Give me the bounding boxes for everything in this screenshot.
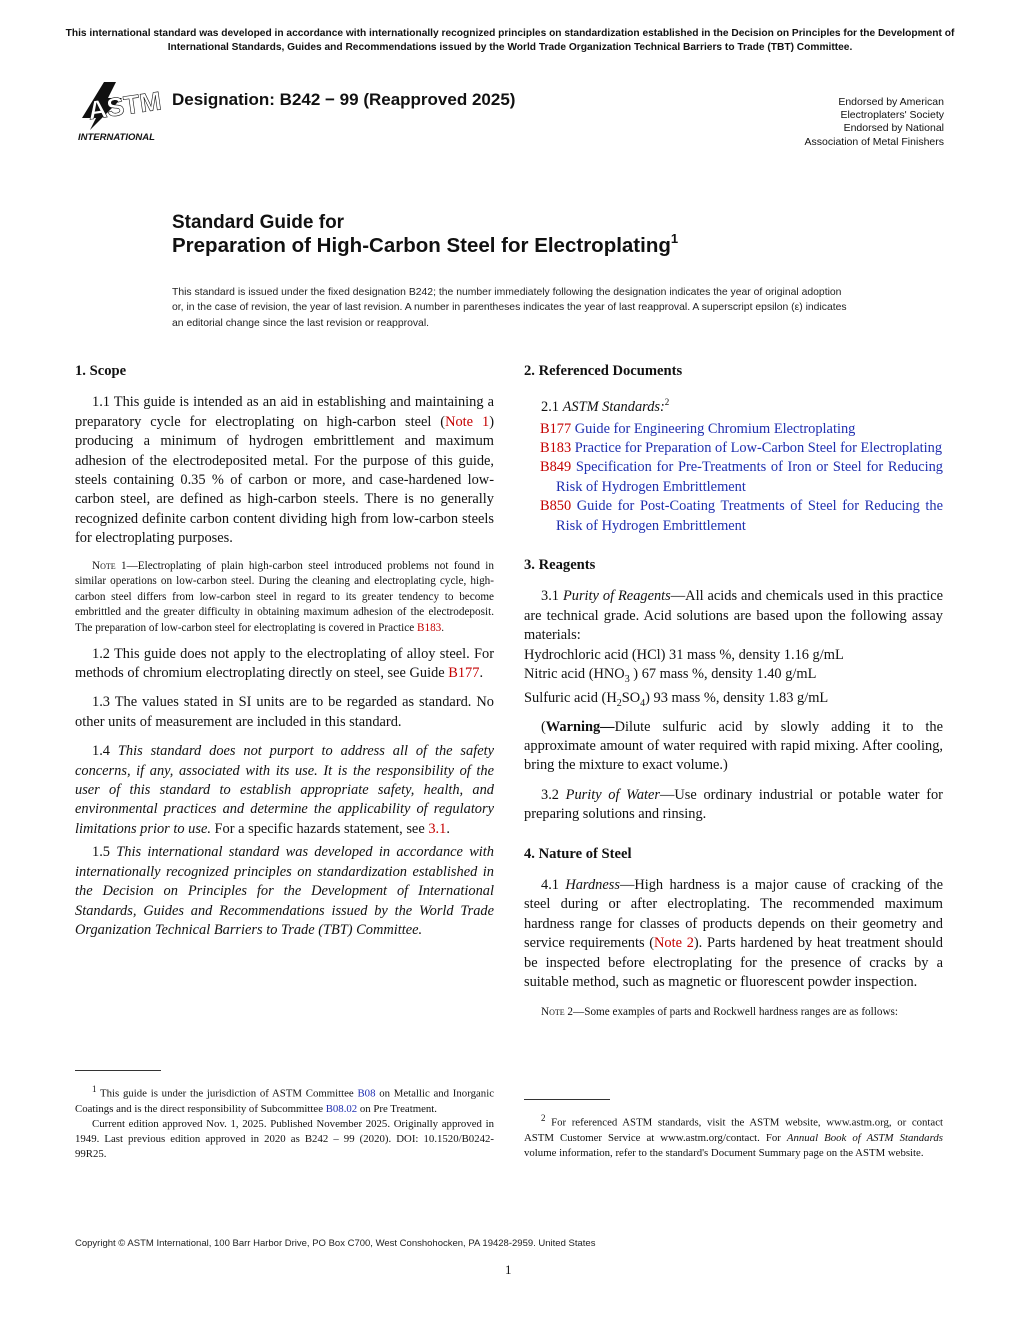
reference-item[interactable] — [524, 458, 943, 497]
top-notice: This international standard was developed in accordance with internationally recognized principles on standardization established in the Decision on Principles for the Development of International Standards, Guides and Recommendations issued by the World Trade Organization Technical Barriers to Trade (TBT) Committee. — [65, 28, 955, 53]
footnote-1 — [75, 1082, 494, 1163]
footnote-1-edition: Current edition approved Nov. 1, 2025. Published November 2025. Originally approved in 1949. Last previous edition approved in 2020 as B242 – 99 (2020). DOI: 10.1520/B0242-99R25. — [75, 1118, 494, 1161]
reference-code[interactable]: B850 — [540, 498, 572, 515]
text: 1.2 This guide does not apply to the electroplating of alloy steel. For methods of chromium electroplating directly on steel, see Guide — [75, 645, 494, 682]
copyright: Copyright © ASTM International, 100 Barr Harbor Drive, PO Box C700, West Conshohocken, PA 19428-2959. United States — [75, 1238, 596, 1249]
note-2-link[interactable]: Note 2 — [654, 935, 694, 952]
reference-title[interactable]: Guide for Post-Coating Treatments of Steel for Reducing the Risk of Hydrogen Embrittlement — [556, 498, 943, 534]
reference-title[interactable]: Guide for Engineering Chromium Electroplating — [571, 420, 856, 437]
text: . — [441, 622, 445, 635]
logo-text: ASTM — [86, 85, 162, 126]
text: This standard does not purport to address all of the safety concerns, if any, associated with its use. It is the responsibility of the user of this standard to establish appropriate safety, health, and environmental practices and determine the applicability of regulatory limitations prior to use. — [75, 743, 494, 837]
text: Nitric acid (HNO — [524, 666, 625, 683]
footnote-2-text — [524, 1111, 943, 1161]
acid-item — [524, 665, 943, 689]
text: Dilute sulfuric acid by slowly adding it to the approximate amount of water required with rapid mixing. After cooling, bring the mixture to exact volume.) — [524, 718, 943, 774]
reagents-3-1 — [524, 587, 943, 645]
note-1 — [75, 559, 494, 637]
text: For a specific hazards statement, see — [210, 820, 429, 837]
footnote-rule — [524, 1099, 610, 1100]
reference-code[interactable]: B183 — [540, 440, 572, 457]
text: . — [446, 820, 450, 837]
text: ) producing a minimum of hydrogen embrittlement and maximum adhesion of the electrodeposited metal. For the purpose of this guide, steels containing 0.35 % of carbon or more, and case-hardened low-carbon steel, are defined as high-carbon steels. There is no generally recognized definite carbon content dividing high from low-carbon steels for electroplating purposes. — [75, 413, 494, 547]
text: 1.1 This guide is intended as an aid in establishing and maintaining a preparatory cycle for electroplating on high-carbon steel ( — [75, 394, 494, 430]
scope-1-4 — [75, 742, 494, 839]
text: ) 67 mass %, density 1.40 g/mL — [629, 666, 817, 683]
text: . — [479, 665, 484, 682]
reagents-3-2 — [524, 786, 943, 825]
committee-link[interactable]: B08 — [357, 1087, 376, 1100]
endorsement-line: Association of Metal Finishers — [804, 135, 944, 148]
warning — [524, 718, 943, 776]
text: —High hardness is a major cause of cracking of the steel during or after electroplating. The recommended maximum hardness range for classes of products depends on their geometry and service requirements ( — [524, 877, 943, 952]
b177-link[interactable]: B177 — [448, 665, 480, 682]
reference-title[interactable]: Practice for Preparation of Low-Carbon Steel for Electroplating — [571, 440, 943, 457]
reference-item[interactable] — [524, 497, 943, 536]
text: 3 — [624, 673, 630, 685]
text: Annual Book of ASTM Standards — [786, 1131, 943, 1144]
reference-title[interactable]: Specification for Pre-Treatments of Iron or Steel for Reducing Risk of Hydrogen Embrittlement — [556, 459, 943, 495]
left-column — [75, 362, 494, 944]
text: SO — [621, 690, 641, 707]
text: on Pre Treatment. — [357, 1102, 437, 1115]
text: 3.2 — [541, 786, 566, 803]
b183-link[interactable]: B183 — [417, 622, 442, 635]
text: 4.1 — [541, 877, 566, 894]
text: 2 — [616, 698, 622, 710]
text: —Electroplating of plain high-carbon steel introduced problems not found in similar operations on low-carbon steel. During the cleaning and electroplating cycle, high-carbon steel differs from low-carbon steel in regard to its greater tendency to become embrittled and the greater difficulty in obtaining maximum adhesion of the electrodeposit. The preparation of low-carbon steel for electroplating is covered in Practice — [75, 559, 494, 635]
text: 3.1 — [541, 588, 563, 605]
endorsement-line: Endorsed by American — [838, 96, 944, 108]
acid-item — [524, 689, 943, 713]
footnote-mark: 2 — [664, 397, 670, 408]
note-2 — [524, 1005, 943, 1021]
text: on Metallic and Inorganic Coatings and is the direct responsibility of Subcommittee — [75, 1087, 494, 1115]
title-text: Preparation of High-Carbon Steel for Electroplating — [172, 234, 671, 257]
endorsement-line: Endorsed by National — [843, 122, 944, 135]
title-line-1: Standard Guide for — [172, 212, 345, 233]
scope-1-5 — [75, 843, 494, 940]
section-3-1-link[interactable]: 3.1 — [428, 820, 447, 837]
subcommittee-link[interactable]: B08.02 — [325, 1102, 358, 1115]
scope-heading: 1. Scope — [75, 363, 127, 379]
astm-standards-intro — [524, 393, 943, 417]
reference-code[interactable]: B177 — [540, 420, 572, 437]
logo-subtext: INTERNATIONAL — [78, 132, 155, 143]
designation: Designation: B242 − 99 (Reapproved 2025) — [172, 90, 516, 109]
text: ). Parts hardened by heat treatment should be inspected before electroplating for the presence of cracks by a suitable method, such as magnetic or fluorescent powder inspection. — [524, 935, 943, 991]
note-label: Note 1 — [92, 559, 127, 572]
text: For referenced ASTM standards, visit the ASTM website, www.astm.org, or contact ASTM Customer Service at www.astm.org/contact. For — [524, 1116, 943, 1144]
nature-4-1 — [524, 876, 943, 992]
footnote-2 — [524, 1111, 943, 1161]
preamble: This standard is issued under the fixed designation B242; the number immediately following the designation indicates the year of original adoption or, in the case of revision, the year of last revision. A number in parentheses indicates the year of last reapproval. A superscript epsilon (ε) indicates an editorial change since the last revision or reapproval. — [172, 287, 847, 329]
acid-list — [524, 646, 943, 714]
reference-item[interactable] — [524, 420, 943, 439]
nature-heading: 4. Nature of Steel — [524, 845, 632, 862]
title-footnote-mark: 1 — [670, 231, 679, 246]
text: ) 93 mass %, density 1.83 g/mL — [645, 690, 829, 707]
text: —Some examples of parts and Rockwell hardness ranges are as follows: — [573, 1005, 899, 1018]
astm-logo — [74, 78, 162, 144]
footnote-mark: 1 — [92, 1084, 97, 1094]
astm-logo-icon — [74, 78, 162, 144]
reference-code[interactable]: B849 — [540, 459, 572, 476]
page-number: 1 — [505, 1262, 512, 1277]
text: Hardness — [565, 877, 620, 894]
scope-1-2 — [75, 645, 494, 684]
note-1-link[interactable]: Note 1 — [445, 413, 490, 430]
warning-label: Warning— — [545, 718, 615, 735]
text: Purity of Water — [565, 786, 661, 803]
endorsement-line: Electroplaters' Society — [840, 109, 944, 122]
text: —Use ordinary industrial or potable water for preparing solutions and rinsing. — [524, 786, 943, 823]
text: Purity of Reagents — [562, 588, 671, 605]
endorsements — [805, 96, 944, 149]
acid-item: Hydrochloric acid (HCl) 31 mass %, density 1.16 g/mL — [524, 646, 844, 663]
text: This international standard was developed in accordance with internationally recognized principles on standardization established in the Decision on Principles for the Development of International Standards, Guides and Recommendations issued by the World Trade Organization Technical Barriers to Trade (TBT) Committee. — [75, 844, 494, 938]
text: —All acids and chemicals used in this practice are technical grade. Acid solutions are based upon the following assay materials: — [524, 588, 944, 644]
text: 1.4 — [92, 743, 118, 760]
referenced-heading: 2. Referenced Documents — [524, 363, 683, 379]
footnote-mark: 2 — [541, 1113, 546, 1123]
reference-item[interactable] — [524, 439, 943, 458]
text: This guide is under the jurisdiction of ASTM Committee — [96, 1087, 358, 1100]
footnote-1-text — [75, 1082, 494, 1117]
note-label: Note 2 — [541, 1005, 574, 1018]
text: 2.1 — [541, 399, 563, 416]
title-line-2 — [172, 231, 679, 258]
scope-1-1 — [75, 393, 494, 548]
scope-1-3: 1.3 The values stated in SI units are to be regarded as standard. No other units of measurement are included in this standard. — [75, 694, 494, 730]
text: 1.5 — [92, 844, 117, 861]
text: volume information, refer to the standard's Document Summary page on the ASTM website. — [524, 1147, 924, 1159]
footnote-rule — [75, 1070, 161, 1071]
text: 4 — [640, 698, 646, 710]
right-column — [524, 362, 943, 1026]
text: ( — [541, 718, 546, 735]
text: ASTM Standards: — [562, 399, 665, 416]
text: Sulfuric acid (H — [524, 690, 617, 707]
reagents-heading: 3. Reagents — [524, 557, 596, 574]
